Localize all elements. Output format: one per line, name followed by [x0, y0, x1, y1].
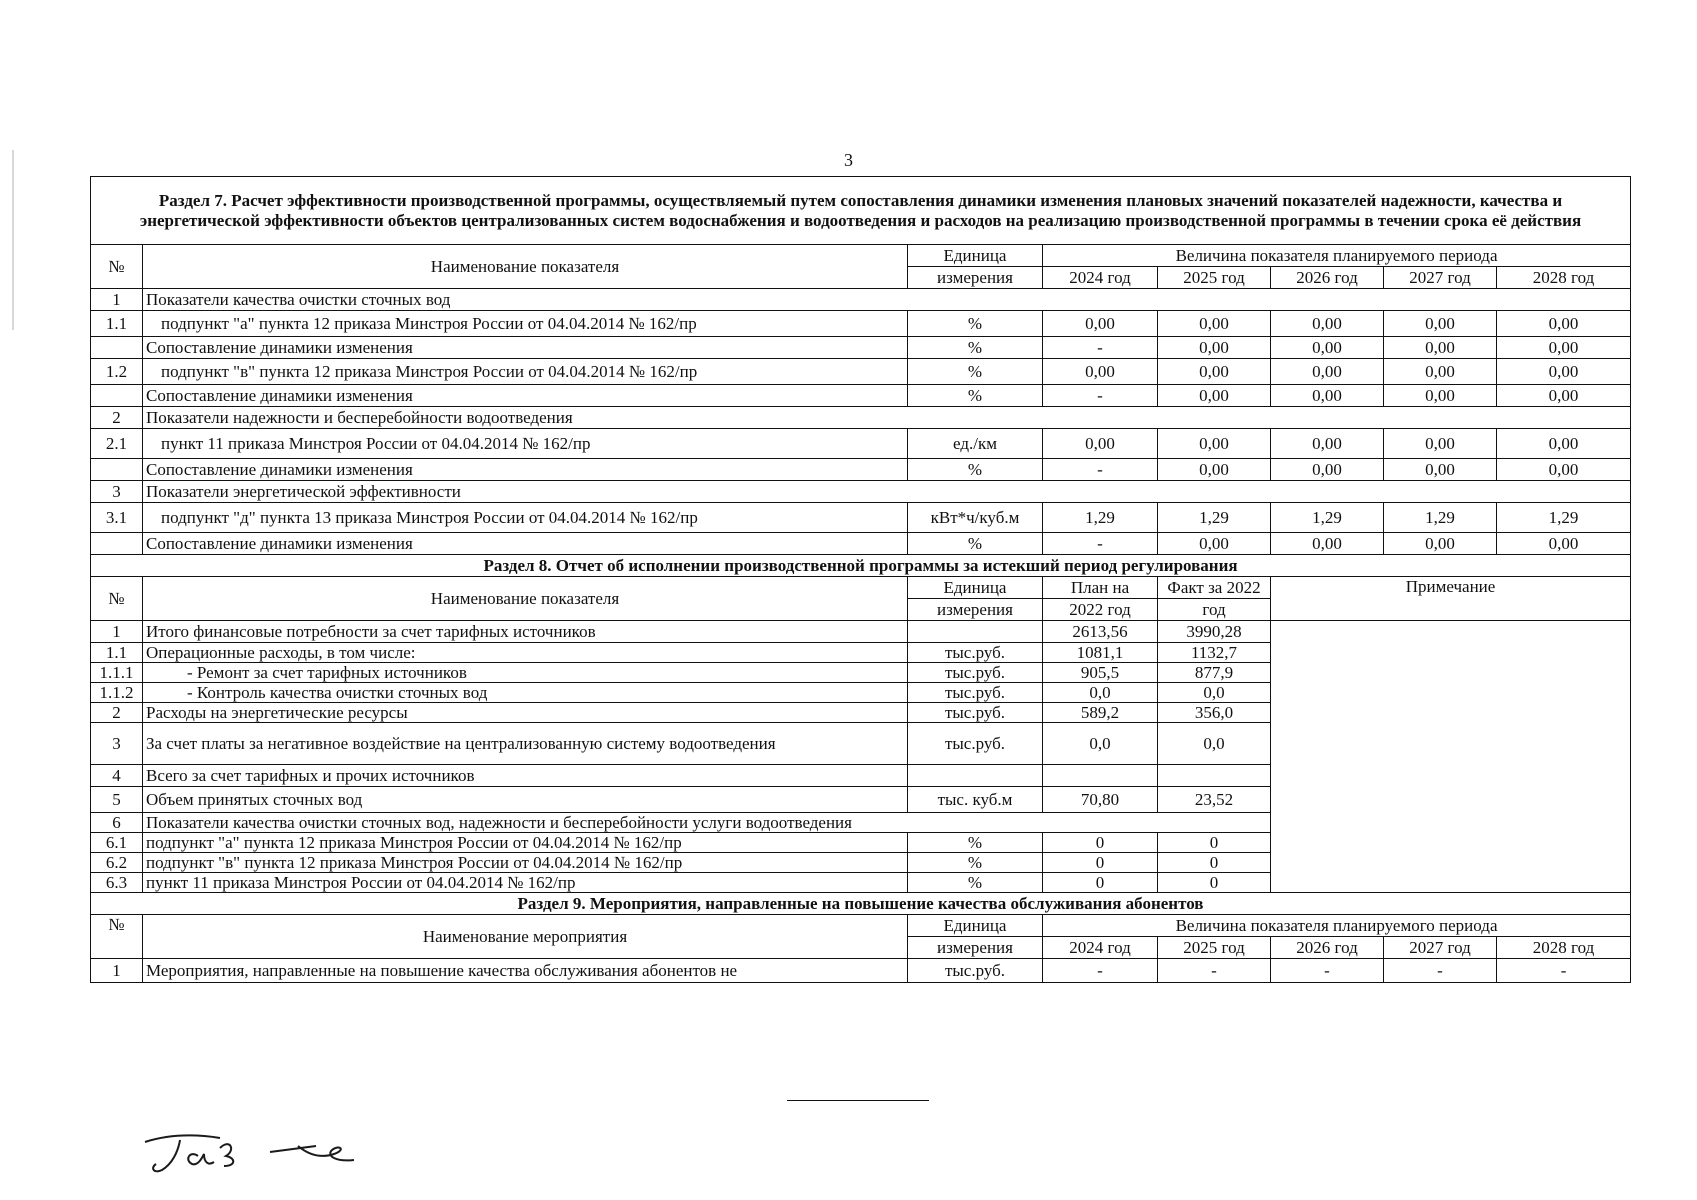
unit-cell: %	[908, 873, 1043, 893]
col-header-year: 2025 год	[1158, 267, 1271, 289]
col-header-unit-2: измерения	[908, 267, 1043, 289]
value-cell: 0,00	[1158, 337, 1271, 359]
unit-cell: кВт*ч/куб.м	[908, 503, 1043, 533]
row-number: 1	[91, 621, 143, 643]
col-header-year: 2027 год	[1384, 937, 1497, 959]
row-number	[91, 533, 143, 555]
section-7-title: Раздел 7. Расчет эффективности производственной программы, осуществляемый путем сопоставления динамики изменения плановых значений показателей надежности, качества и энергетической эффективности объектов централизованных систем водоснабжения и водоотведения и расходов на реализацию производственной программы в течении срока её действия	[91, 177, 1631, 245]
row-number: 1.1.2	[91, 683, 143, 703]
fact-value: 0	[1158, 833, 1271, 853]
row-number: 1.1.1	[91, 663, 143, 683]
value-cell: 0,00	[1158, 311, 1271, 337]
fact-value: 0,0	[1158, 683, 1271, 703]
row-number: 1	[91, 289, 143, 311]
measure-name: Мероприятия, направленные на повышение качества обслуживания абонентов не	[143, 959, 908, 983]
fact-value: 0	[1158, 873, 1271, 893]
unit-cell: %	[908, 853, 1043, 873]
plan-value: 1081,1	[1043, 643, 1158, 663]
unit-cell: тыс.руб.	[908, 643, 1043, 663]
value-cell: 0,00	[1158, 459, 1271, 481]
value-cell: -	[1271, 959, 1384, 983]
indicator-name: Сопоставление динамики изменения	[143, 533, 908, 555]
indicator-name: подпункт "а" пункта 12 приказа Минстроя России от 04.04.2014 № 162/пр	[143, 833, 908, 853]
section-9-title: Раздел 9. Мероприятия, направленные на повышение качества обслуживания абонентов	[91, 893, 1631, 915]
unit-cell: тыс.руб.	[908, 683, 1043, 703]
col-header-plan-1: План на	[1043, 577, 1158, 599]
row-number: 4	[91, 765, 143, 787]
table-row	[91, 385, 1631, 407]
indicator-name: пункт 11 приказа Минстроя России от 04.04.2014 № 162/пр	[143, 429, 908, 459]
value-cell: 1,29	[1384, 503, 1497, 533]
col-header-name: Наименование показателя	[143, 577, 908, 621]
value-cell: 0,00	[1384, 429, 1497, 459]
col-header-year: 2025 год	[1158, 937, 1271, 959]
row-number: 2	[91, 703, 143, 723]
col-header-unit-1: Единица	[908, 915, 1043, 937]
row-number: 1	[91, 959, 143, 983]
unit-cell: %	[908, 385, 1043, 407]
handwritten-signature	[140, 1120, 380, 1185]
plan-value: 0	[1043, 833, 1158, 853]
row-number: 3	[91, 723, 143, 765]
plan-value	[1043, 765, 1158, 787]
plan-value: 0	[1043, 853, 1158, 873]
value-cell: 0,00	[1384, 359, 1497, 385]
section-7	[91, 177, 1631, 555]
value-cell: 0,00	[1043, 429, 1158, 459]
row-number	[91, 385, 143, 407]
value-cell: -	[1158, 959, 1271, 983]
indicator-name: Сопоставление динамики изменения	[143, 337, 908, 359]
fact-value: 356,0	[1158, 703, 1271, 723]
col-header-year: 2028 год	[1497, 937, 1631, 959]
value-cell: 1,29	[1271, 503, 1384, 533]
value-cell: -	[1043, 385, 1158, 407]
col-header-year: 2027 год	[1384, 267, 1497, 289]
value-cell: 0,00	[1497, 459, 1631, 481]
table-row	[91, 959, 1631, 983]
indicator-name: Операционные расходы, в том числе:	[143, 643, 908, 663]
col-header-unit-2: измерения	[908, 599, 1043, 621]
col-header-year: 2026 год	[1271, 937, 1384, 959]
value-cell: 0,00	[1497, 359, 1631, 385]
plan-value: 0	[1043, 873, 1158, 893]
col-header-period: Величина показателя планируемого периода	[1043, 915, 1631, 937]
section-8-title: Раздел 8. Отчет об исполнении производственной программы за истекший период регулирования	[91, 555, 1631, 577]
indicator-name: - Ремонт за счет тарифных источников	[143, 663, 908, 683]
col-header-unit-2: измерения	[908, 937, 1043, 959]
row-number: 5	[91, 787, 143, 813]
col-header-num: №	[91, 577, 143, 621]
page-number: 3	[844, 150, 853, 170]
plan-value: 589,2	[1043, 703, 1158, 723]
group-label: Показатели качества очистки сточных вод, надежности и бесперебойности услуги водоотведения	[143, 813, 1271, 833]
value-cell: 0,00	[1043, 311, 1158, 337]
indicator-name: пункт 11 приказа Минстроя России от 04.04.2014 № 162/пр	[143, 873, 908, 893]
row-number: 2	[91, 407, 143, 429]
col-header-name: Наименование показателя	[143, 245, 908, 289]
indicator-name: Расходы на энергетические ресурсы	[143, 703, 908, 723]
note-cell	[1271, 621, 1631, 893]
fact-value: 0	[1158, 853, 1271, 873]
plan-value: 2613,56	[1043, 621, 1158, 643]
indicator-name: подпункт "а" пункта 12 приказа Минстроя России от 04.04.2014 № 162/пр	[143, 311, 908, 337]
table-row	[91, 337, 1631, 359]
value-cell: 0,00	[1384, 311, 1497, 337]
indicator-name: Итого финансовые потребности за счет тарифных источников	[143, 621, 908, 643]
row-number: 2.1	[91, 429, 143, 459]
col-header-period: Величина показателя планируемого периода	[1043, 245, 1631, 267]
value-cell: 0,00	[1384, 459, 1497, 481]
row-number: 1.1	[91, 311, 143, 337]
col-header-year: 2028 год	[1497, 267, 1631, 289]
indicator-name: Сопоставление динамики изменения	[143, 459, 908, 481]
value-cell: 0,00	[1271, 459, 1384, 481]
table-row	[91, 359, 1631, 385]
table-row	[91, 311, 1631, 337]
group-label: Показатели энергетической эффективности	[143, 481, 1631, 503]
row-number: 6.2	[91, 853, 143, 873]
col-header-name: Наименование мероприятия	[143, 915, 908, 959]
plan-value: 0,0	[1043, 723, 1158, 765]
indicator-name: За счет платы за негативное воздействие на централизованную систему водоотведения	[143, 723, 908, 765]
value-cell: 0,00	[1271, 311, 1384, 337]
unit-cell: %	[908, 533, 1043, 555]
section-9	[91, 893, 1631, 983]
value-cell: -	[1043, 337, 1158, 359]
unit-cell	[908, 765, 1043, 787]
document-table	[90, 176, 1631, 983]
fact-value	[1158, 765, 1271, 787]
fact-value: 23,52	[1158, 787, 1271, 813]
col-header-unit-1: Единица	[908, 245, 1043, 267]
unit-cell: %	[908, 359, 1043, 385]
table-row	[91, 621, 1631, 643]
value-cell: 0,00	[1384, 385, 1497, 407]
value-cell: 0,00	[1384, 337, 1497, 359]
unit-cell	[908, 621, 1043, 643]
value-cell: 0,00	[1497, 385, 1631, 407]
unit-cell: %	[908, 337, 1043, 359]
col-header-year: 2026 год	[1271, 267, 1384, 289]
unit-cell: %	[908, 833, 1043, 853]
value-cell: 0,00	[1158, 359, 1271, 385]
unit-cell: тыс.руб.	[908, 703, 1043, 723]
value-cell: 0,00	[1497, 429, 1631, 459]
table-row	[91, 429, 1631, 459]
value-cell: 0,00	[1271, 337, 1384, 359]
fact-value: 1132,7	[1158, 643, 1271, 663]
unit-cell: тыс.руб.	[908, 663, 1043, 683]
indicator-name: Объем принятых сточных вод	[143, 787, 908, 813]
col-header-num: №	[91, 915, 143, 959]
section-8	[91, 555, 1631, 893]
group-label: Показатели качества очистки сточных вод	[143, 289, 1631, 311]
col-header-plan-2: 2022 год	[1043, 599, 1158, 621]
row-number: 3.1	[91, 503, 143, 533]
group-row	[91, 289, 1631, 311]
unit-cell: %	[908, 459, 1043, 481]
value-cell: 0,00	[1043, 359, 1158, 385]
plan-value: 70,80	[1043, 787, 1158, 813]
row-number: 6	[91, 813, 143, 833]
value-cell: 1,29	[1043, 503, 1158, 533]
row-number	[91, 459, 143, 481]
indicator-name: подпункт "в" пункта 12 приказа Минстроя России от 04.04.2014 № 162/пр	[143, 359, 908, 385]
indicator-name: - Контроль качества очистки сточных вод	[143, 683, 908, 703]
row-number: 6.1	[91, 833, 143, 853]
col-header-note: Примечание	[1271, 577, 1631, 621]
col-header-unit-1: Единица	[908, 577, 1043, 599]
value-cell: -	[1043, 533, 1158, 555]
group-row	[91, 481, 1631, 503]
value-cell: 0,00	[1271, 429, 1384, 459]
col-header-fact-1: Факт за 2022	[1158, 577, 1271, 599]
value-cell: 0,00	[1497, 337, 1631, 359]
value-cell: 0,00	[1497, 533, 1631, 555]
value-cell: -	[1497, 959, 1631, 983]
fact-value: 3990,28	[1158, 621, 1271, 643]
row-number: 1.1	[91, 643, 143, 663]
unit-cell: ед./км	[908, 429, 1043, 459]
plan-value: 905,5	[1043, 663, 1158, 683]
indicator-name: Сопоставление динамики изменения	[143, 385, 908, 407]
table-row	[91, 459, 1631, 481]
col-header-fact-2: год	[1158, 599, 1271, 621]
value-cell: 0,00	[1158, 429, 1271, 459]
row-number: 6.3	[91, 873, 143, 893]
indicator-name: подпункт "в" пункта 12 приказа Минстроя России от 04.04.2014 № 162/пр	[143, 853, 908, 873]
scan-edge-line	[12, 150, 14, 330]
value-cell: -	[1043, 459, 1158, 481]
value-cell: 0,00	[1271, 385, 1384, 407]
value-cell: 0,00	[1158, 533, 1271, 555]
col-header-year: 2024 год	[1043, 937, 1158, 959]
plan-value: 0,0	[1043, 683, 1158, 703]
bottom-rule	[787, 1100, 929, 1101]
value-cell: -	[1384, 959, 1497, 983]
indicator-name: Всего за счет тарифных и прочих источников	[143, 765, 908, 787]
col-header-year: 2024 год	[1043, 267, 1158, 289]
row-number: 1.2	[91, 359, 143, 385]
value-cell: 1,29	[1497, 503, 1631, 533]
value-cell: 1,29	[1158, 503, 1271, 533]
col-header-num: №	[91, 245, 143, 289]
fact-value: 877,9	[1158, 663, 1271, 683]
indicator-name: подпункт "д" пункта 13 приказа Минстроя России от 04.04.2014 № 162/пр	[143, 503, 908, 533]
value-cell: 0,00	[1384, 533, 1497, 555]
table-row	[91, 533, 1631, 555]
value-cell: 0,00	[1271, 359, 1384, 385]
row-number: 3	[91, 481, 143, 503]
unit-cell: %	[908, 311, 1043, 337]
fact-value: 0,0	[1158, 723, 1271, 765]
value-cell: -	[1043, 959, 1158, 983]
group-label: Показатели надежности и бесперебойности водоотведения	[143, 407, 1631, 429]
value-cell: 0,00	[1158, 385, 1271, 407]
row-number	[91, 337, 143, 359]
unit-cell: тыс. куб.м	[908, 787, 1043, 813]
table-row	[91, 503, 1631, 533]
value-cell: 0,00	[1271, 533, 1384, 555]
unit-cell: тыс.руб.	[908, 959, 1043, 983]
value-cell: 0,00	[1497, 311, 1631, 337]
unit-cell: тыс.руб.	[908, 723, 1043, 765]
group-row	[91, 407, 1631, 429]
